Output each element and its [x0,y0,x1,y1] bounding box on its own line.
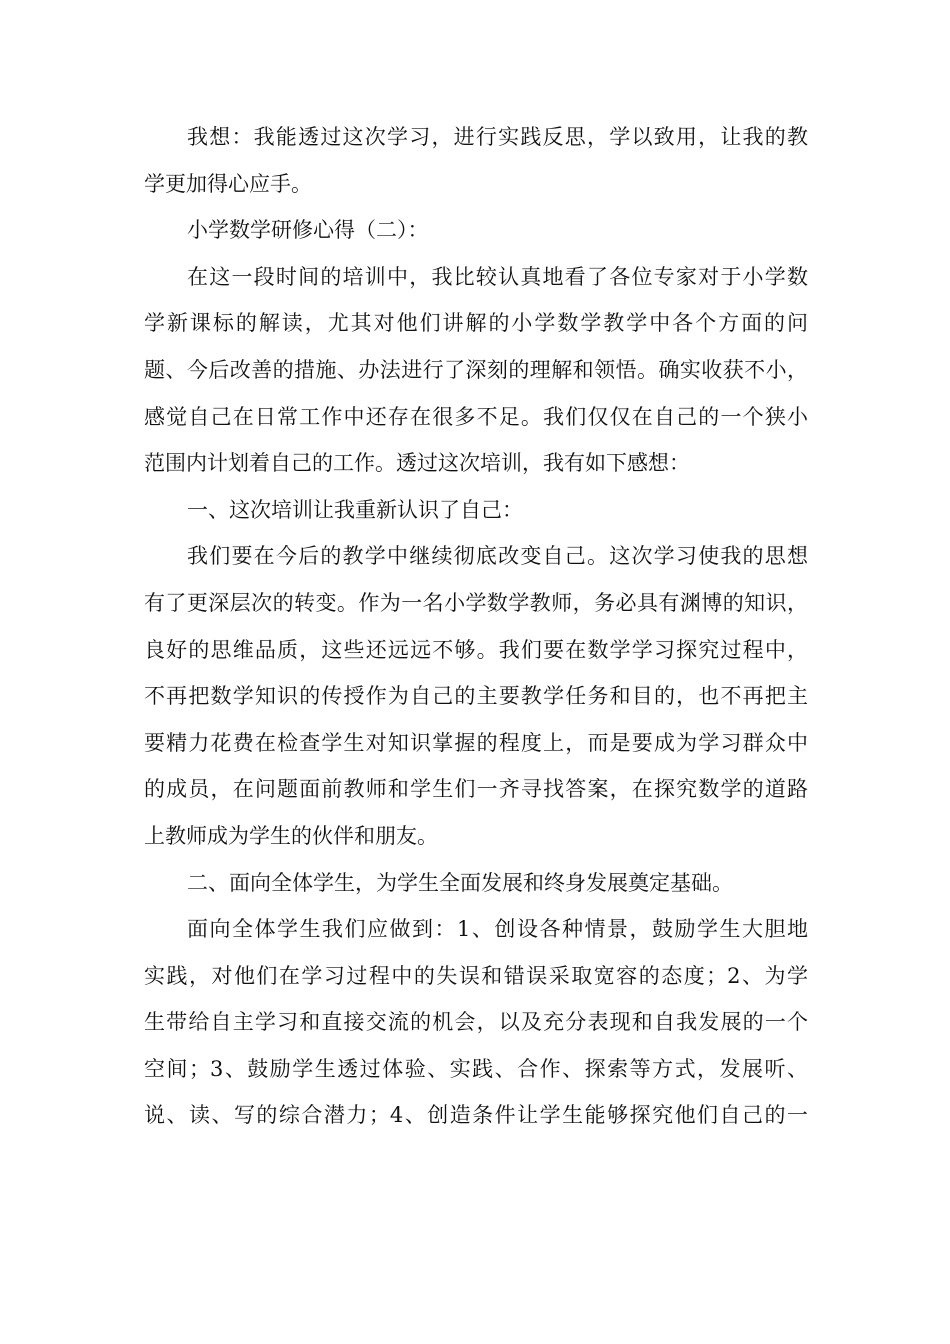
text-line: 我想：我能透过这次学习，进行实践反思，学以致用，让我的教 [187,125,808,149]
text-line: 在这一段时间的培训中，我比较认真地看了各位专家对于小学数 [187,264,808,289]
text-line: 学更加得心应手。 [144,171,312,196]
text-line: 的成员，在问题面前教师和学生们一齐寻找答案，在探究数学的道路 [144,777,808,802]
text-line: 生带给自主学习和直接交流的机会，以及充分表现和自我发展的一个 [144,1010,808,1035]
text-line: 学新课标的解读，尤其对他们讲解的小学数学教学中各个方面的问 [144,311,808,336]
text-line: 不再把数学知识的传授作为自己的主要教学任务和目的，也不再把主 [144,684,808,709]
text-line: 感觉自己在日常工作中还存在很多不足。我们仅仅在自己的一个狭小 [144,404,808,429]
text-line: 良好的思维品质，这些还远远不够。我们要在数学学习探究过程中， [144,637,808,662]
text-line: 面向全体学生我们应做到：1、创设各种情景，鼓励学生大胆地 [187,917,808,942]
text-line: 空间；3、鼓励学生透过体验、实践、合作、探索等方式，发展听、 [144,1056,808,1081]
text-line: 一、这次培训让我重新认识了自己： [187,497,523,522]
text-line: 实践，对他们在学习过程中的失误和错误采取宽容的态度；2、为学 [144,963,808,988]
text-line: 要精力花费在检查学生对知识掌握的程度上，而是要成为学习群众中 [144,730,808,755]
text-line: 二、面向全体学生，为学生全面发展和终身发展奠定基础。 [187,870,733,895]
text-line: 有了更深层次的转变。作为一名小学数学教师，务必具有渊博的知识， [144,590,808,615]
text-line: 范围内计划着自己的工作。透过这次培训，我有如下感想： [144,451,690,476]
text-line: 上教师成为学生的伙伴和朋友。 [144,823,438,848]
text-line: 我们要在今后的教学中继续彻底改变自己。这次学习使我的思想 [187,544,808,569]
text-line: 题、今后改善的措施、办法进行了深刻的理解和领悟。确实收获不小， [144,357,808,382]
document-body [144,114,808,1139]
text-line: 小学数学研修心得（二）： [187,218,429,243]
text-line: 说、读、写的综合潜力；4、创造条件让学生能够探究他们自己的一 [144,1103,808,1128]
